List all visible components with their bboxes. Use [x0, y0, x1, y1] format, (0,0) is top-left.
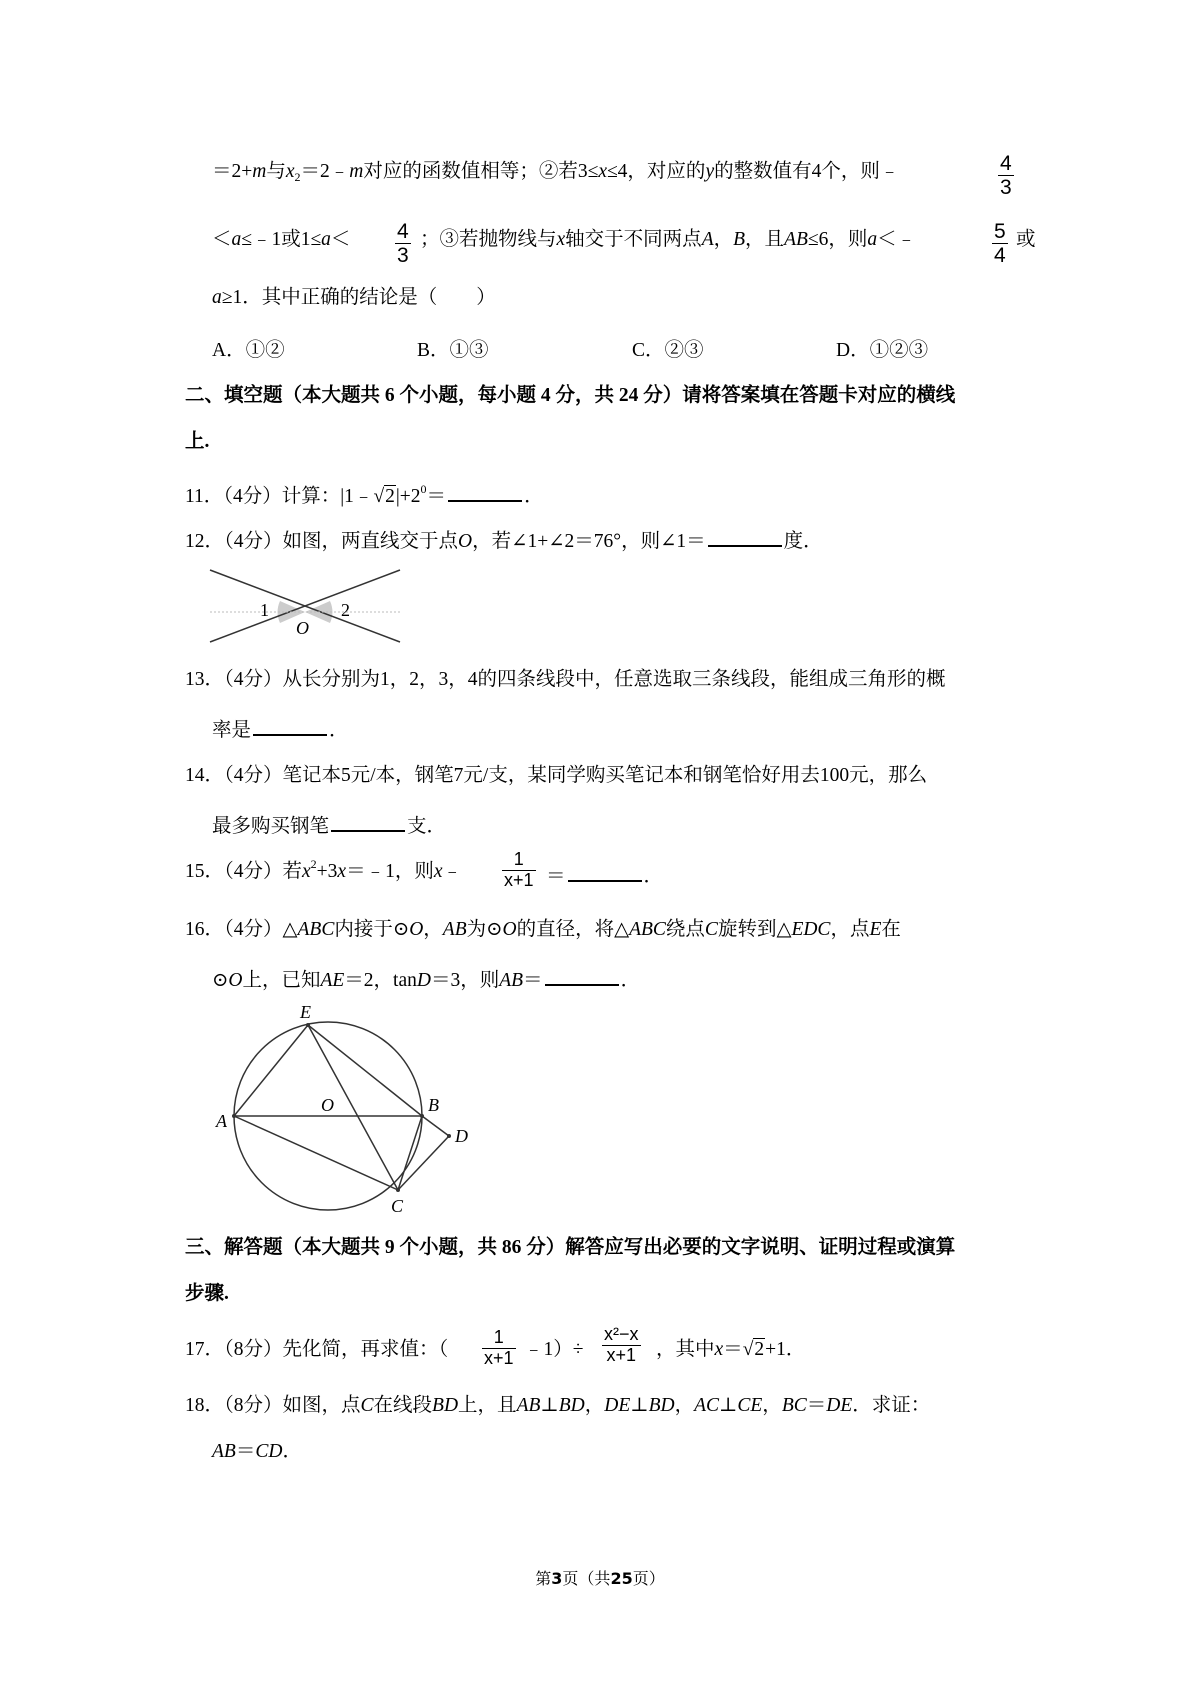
point-b-label: B	[428, 1095, 439, 1115]
question-15: 15．（4分）若$x^2+3x=﹣1$，则x﹣	[185, 857, 463, 882]
question-12: 12．（4分）如图，两直线交于点O，若∠1+∠2＝76°，则∠1＝ 度．	[185, 527, 823, 552]
option-d[interactable]: D．①②③	[836, 340, 929, 361]
question-18-cont: AB＝CD．	[212, 1441, 302, 1462]
question-17-mid: ﹣1）÷	[524, 1339, 584, 1360]
fraction-4-3-a: $\frac{4}{3}$	[1000, 152, 1012, 200]
question-11: 11．（4分）计算：$|1﹣√2|+2^0=$ ．	[185, 482, 544, 507]
point-o-label: O	[321, 1095, 334, 1115]
fraction-4-3-b: $\frac{4}{3}$	[397, 220, 409, 268]
fraction-5-4: $\frac{5}{4}$	[994, 220, 1006, 268]
point-o-label: O	[296, 618, 309, 638]
answer-blank	[568, 862, 642, 882]
answer-blank	[545, 966, 619, 986]
point-e-label: E	[300, 1002, 311, 1022]
answer-blank	[331, 812, 405, 832]
section3-heading-cont: 步骤.	[185, 1283, 229, 1304]
question-14: 14．（4分）笔记本5元/本，钢笔7元/支，某同学购买笔记本和钢笔恰好用去100元，那么	[185, 765, 928, 786]
answer-blank	[448, 482, 522, 502]
angle-1-label: 1	[260, 600, 269, 620]
answer-blank	[708, 527, 782, 547]
q10-line3: a≥1．其中正确的结论是（ ）	[212, 287, 496, 308]
section3-heading: 三、解答题（本大题共 9 个小题，共 86 分）解答应写出必要的文字说明、证明过程或演算	[185, 1237, 956, 1258]
question-17: 17．（8分）先化简，再求值：（	[185, 1339, 449, 1360]
angle-2-label: 2	[341, 600, 350, 620]
question-16: 16．（4分）△ABC内接于⊙O，AB为⊙O的直径，将△ABC绕点C旋转到△EDC，点E在	[185, 919, 901, 940]
question-16-cont: ⊙O上，已知AE＝2，tanD＝3，则AB＝ ．	[212, 966, 640, 991]
section2-heading: 二、填空题（本大题共 6 个小题，每小题 4 分，共 24 分）请将答案填在答题卡对应的横线	[185, 385, 956, 406]
question-14-cont: 最多购买钢笔 支．	[212, 812, 446, 837]
q10-line2: ＜a≤﹣1或1≤a＜	[212, 229, 351, 250]
sqrt-2: √2	[742, 1339, 765, 1360]
page-footer: 第3页（共25页）	[535, 1569, 665, 1588]
circle-figure	[208, 1000, 478, 1220]
fraction-1-over-x-plus-1: $\frac{1}{x+1}$	[484, 1327, 514, 1368]
q10-line2-cont: ；③若抛物线与x轴交于不同两点A，B，且AB≤6，则a＜﹣	[420, 229, 917, 250]
answer-blank	[253, 716, 327, 736]
q10-options	[212, 334, 972, 361]
point-a-label: A	[216, 1111, 227, 1131]
question-13: 13．（4分）从长分别为1，2，3，4的四条线段中，任意选取三条线段，能组成三角形的概	[185, 669, 946, 690]
intersecting-lines-figure	[205, 568, 405, 643]
question-13-cont: 率是 ．	[212, 716, 349, 741]
section2-heading-cont: 上.	[185, 431, 210, 452]
sqrt-2: √2	[373, 486, 395, 507]
point-c-label: C	[391, 1196, 404, 1216]
point-d-label: D	[455, 1126, 468, 1146]
question-17-end: ，其中x＝√2+1．	[656, 1339, 806, 1360]
question-18: 18．（8分）如图，点C在线段BD上，且AB⊥BD，DE⊥BD，AC⊥CE，BC＝DE．求证：	[185, 1395, 931, 1416]
fraction-x2-minus-x-over-x-plus-1: $\frac{\text{x²−x}}{x+1}$	[604, 1324, 639, 1365]
option-b[interactable]: B．①③	[417, 340, 489, 361]
fraction-1-over-x-plus-1: $\frac{1}{x+1}$	[504, 849, 534, 890]
option-c[interactable]: C．②③	[632, 340, 704, 361]
q10-line2-end: 或	[1016, 229, 1036, 250]
question-15-end: ＝ ．	[546, 862, 663, 887]
q10-line1: ＝2+m与$x_2=2﹣m$对应的函数值相等；②若3≤x≤4，对应的y的整数值有4个，则﹣	[212, 161, 900, 184]
option-a[interactable]: A．①②	[212, 340, 285, 361]
